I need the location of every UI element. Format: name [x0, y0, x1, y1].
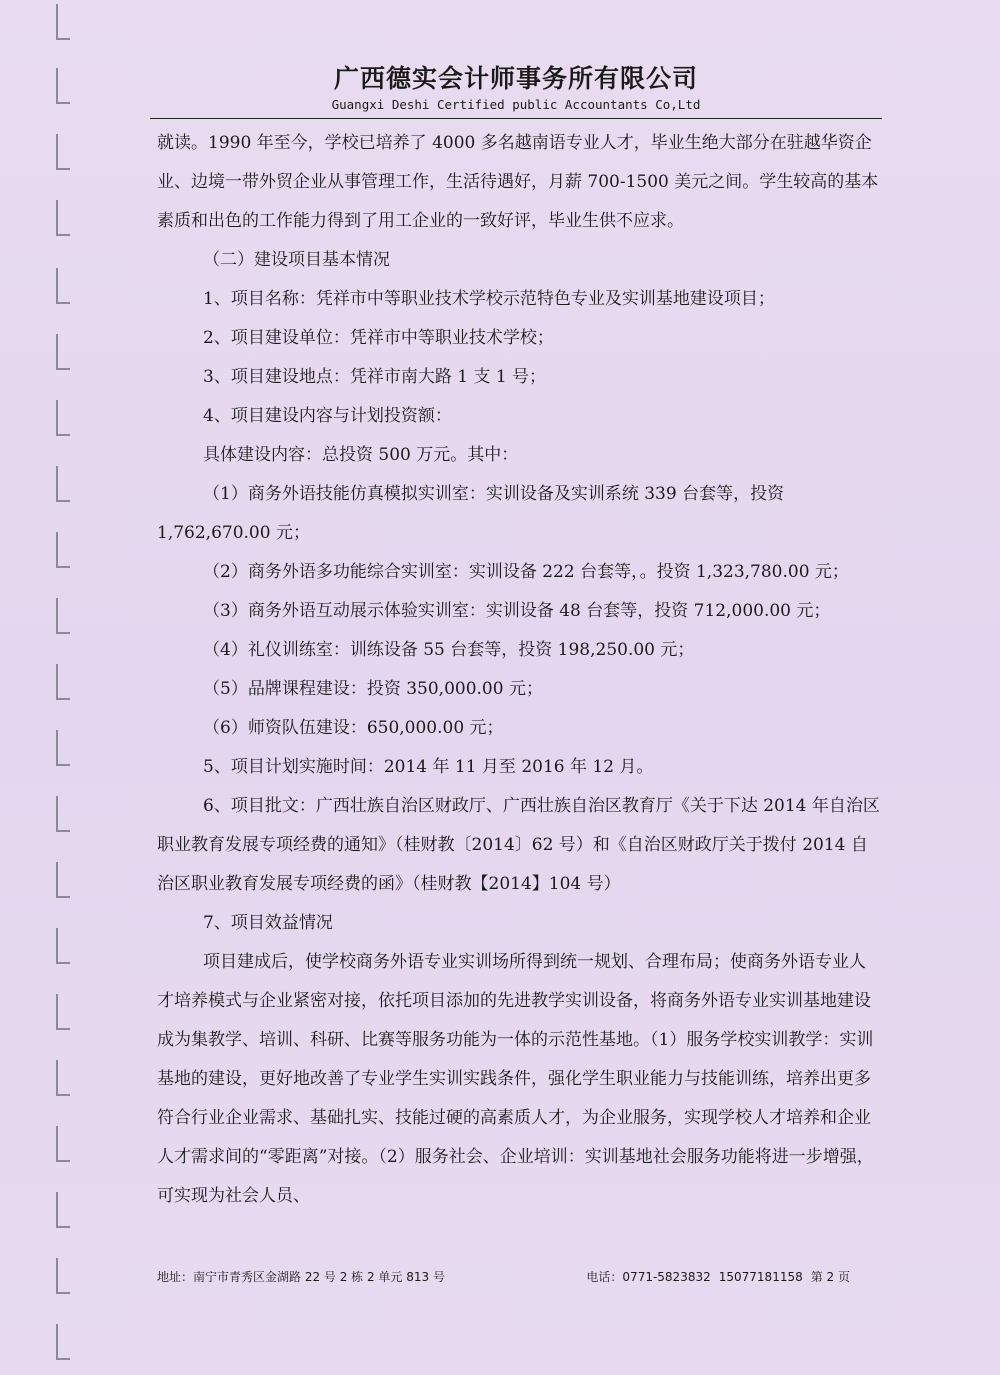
footer-contact — [578, 1268, 850, 1286]
binding-hole-mark — [56, 598, 70, 634]
page-number: 第 2 页 — [810, 1270, 850, 1284]
header-divider — [150, 118, 882, 119]
section-heading: （二）建设项目基本情况 — [203, 250, 390, 270]
binding-hole-mark — [56, 1258, 70, 1294]
binding-hole-mark — [56, 466, 70, 502]
binding-hole-mark — [56, 796, 70, 832]
binding-hole-mark — [56, 1324, 70, 1360]
list-item: （1）商务外语技能仿真模拟实训室：实训设备及实训系统 339 台套等，投资 1,762,670.00 元； — [157, 484, 785, 543]
company-name-english: Guangxi Deshi Certified public Accountants Co,Ltd — [331, 97, 701, 112]
list-item: （6）师资队伍建设：650,000.00 元； — [203, 718, 504, 738]
binding-hole-mark — [56, 134, 70, 170]
binding-hole-mark — [56, 1126, 70, 1162]
binding-hole-mark — [56, 1192, 70, 1228]
paragraph: 2、项目建设单位：凭祥市中等职业技术学校； — [203, 328, 554, 348]
company-name-chinese: 广西德实会计师事务所有限公司 — [333, 64, 698, 93]
list-item: （3）商务外语互动展示体验实训室：实训设备 48 台套等，投资 712,000.00 元； — [203, 601, 831, 621]
paragraph: 3、项目建设地点：凭祥市南大路 1 支 1 号； — [203, 367, 547, 387]
binding-hole-mark — [56, 4, 70, 40]
binding-hole-mark — [56, 68, 70, 104]
binding-hole-mark — [56, 334, 70, 370]
paragraph: 项目建成后，使学校商务外语专业实训场所得到统一规划、合理布局；使商务外语专业人才培养模式与企业紧密对接，依托项目添加的先进教学实训设备，将商务外语专业实训基地建设成为集教学、培训、科研、比赛等服务功能为一体的示范性基地。（1）服务学校实训教学：实训基地的建设，更好地改善了专业学生实训实践条件，强化学生职业能力与技能训练，培养出更多符合行业企业需求、基础扎实、技能过硬的高素质人才，为企业服务，实现学校人才培养和企业人才需求间的“零距离”对接。（2）服务社会、企业培训：实训基地社会服务功能将进一步增强，可实现为社会人员、 — [157, 952, 874, 1206]
paragraph: 就读。1990 年至今，学校已培养了 4000 多名越南语专业人才，毕业生绝大部分在驻越华资企业、边境一带外贸企业从事管理工作，生活待遇好，月薪 700-1500 美元之间。学生较高的基本素质和出色的工作能力得到了用工企业的一致好评，毕业生供不应求。 — [157, 133, 879, 231]
footer-phone: 电话：0771-5823832 — [586, 1270, 711, 1284]
document-body — [157, 124, 882, 1216]
footer-address: 地址：南宁市青秀区金湖路 22 号 2 栋 2 单元 813 号 — [157, 1270, 445, 1284]
letterhead — [150, 62, 882, 113]
binding-hole-mark — [56, 928, 70, 964]
binding-hole-mark — [56, 664, 70, 700]
list-item: （4）礼仪训练室：训练设备 55 台套等，投资 198,250.00 元； — [203, 640, 695, 660]
paragraph: 1、项目名称：凭祥市中等职业技术学校示范特色专业及实训基地建设项目； — [203, 289, 775, 309]
paragraph: 4、项目建设内容与计划投资额： — [203, 406, 452, 426]
binding-hole-mark — [56, 1060, 70, 1096]
paragraph: 7、项目效益情况 — [203, 913, 333, 933]
binding-hole-mark — [56, 268, 70, 304]
paragraph: 6、项目批文：广西壮族自治区财政厅、广西壮族自治区教育厅《关于下达 2014 年自治区职业教育发展专项经费的通知》（桂财教〔2014〕62 号）和《自治区财政厅关于拨付 2014 自治区职业教育发展专项经费的函》（桂财教【2014】104 号） — [157, 796, 880, 894]
binding-hole-mark — [56, 532, 70, 568]
binding-hole-mark — [56, 400, 70, 436]
binding-hole-mark — [56, 994, 70, 1030]
list-item: （5）品牌课程建设：投资 350,000.00 元； — [203, 679, 543, 699]
paragraph: 5、项目计划实施时间：2014 年 11 月至 2016 年 12 月。 — [203, 757, 654, 777]
paragraph: 具体建设内容：总投资 500 万元。其中： — [203, 445, 519, 465]
binding-hole-mark — [56, 200, 70, 236]
binding-hole-mark — [56, 862, 70, 898]
list-item: （2）商务外语多功能综合实训室：实训设备 222 台套等，。投资 1,323,780.00 元； — [203, 562, 849, 582]
binding-hole-mark — [56, 730, 70, 766]
footer-mobile: 15077181158 — [718, 1270, 803, 1284]
